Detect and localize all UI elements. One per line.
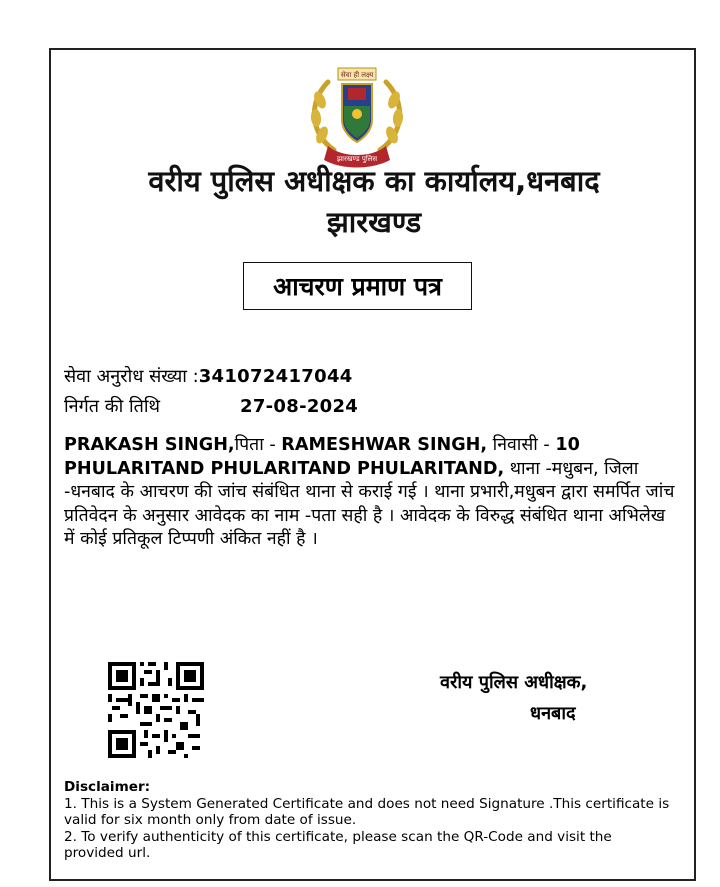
certificate-body	[64, 434, 676, 552]
certificate-title: आचरण प्रमाण पत्र	[243, 262, 472, 310]
certificate-statement: थाना -मधुबन, जिला -धनबाद के आचरण की जांच संबंधित थाना से कराई गई । थाना प्रभारी,मधुबन द्वारा समर्पित जांच प्रतिवेदन के अनुसार आवेदक का नाम -पता सही है । आवेदक के विरुद्ध संबंधित थाना अभिलेख में कोई प्रतिकूल टिप्पणी अंकित नहीं है ।	[64, 458, 675, 550]
emblem-ribbon-text: झारखण्ड पुलिस	[336, 155, 378, 163]
father-label: पिता -	[234, 435, 282, 455]
disclaimer-point-1: 1. This is a System Generated Certificate and does not need Signature .This certificate is valid for six month only from date of issue.	[64, 795, 670, 828]
request-number-value: 341072417044	[198, 366, 353, 387]
verification-qr-code[interactable]	[108, 662, 204, 758]
office-title-line2: झारखण्ड	[326, 205, 422, 239]
disclaimer-block	[64, 779, 674, 862]
issue-date-row	[64, 394, 358, 420]
jharkhand-police-emblem	[298, 62, 416, 174]
resident-label: निवासी -	[487, 435, 556, 455]
signatory-location: धनबाद	[530, 703, 576, 724]
disclaimer-point-2: 2. To verify authenticity of this certificate, please scan the QR-Code and visit the provided url.	[64, 828, 612, 861]
emblem-motto: सेवा ही लक्ष्य	[340, 71, 374, 79]
father-name: RAMESHWAR SINGH,	[281, 435, 488, 455]
applicant-address: 10 PHULARITAND PHULARITAND PHULARITAND,	[64, 435, 580, 479]
issue-date-label: निर्गत की तिथि	[64, 396, 161, 417]
applicant-name: PRAKASH SINGH,	[64, 435, 235, 455]
request-number-row	[64, 364, 353, 390]
issue-date-value: 27-08-2024	[240, 396, 359, 417]
office-title-line1: वरीय पुलिस अधीक्षक का कार्यालय,धनबाद	[148, 164, 600, 198]
signatory-designation: वरीय पुलिस अधीक्षक,	[440, 672, 588, 693]
request-number-label: सेवा अनुरोध संख्या :	[64, 366, 199, 387]
disclaimer-heading: Disclaimer:	[64, 779, 151, 795]
